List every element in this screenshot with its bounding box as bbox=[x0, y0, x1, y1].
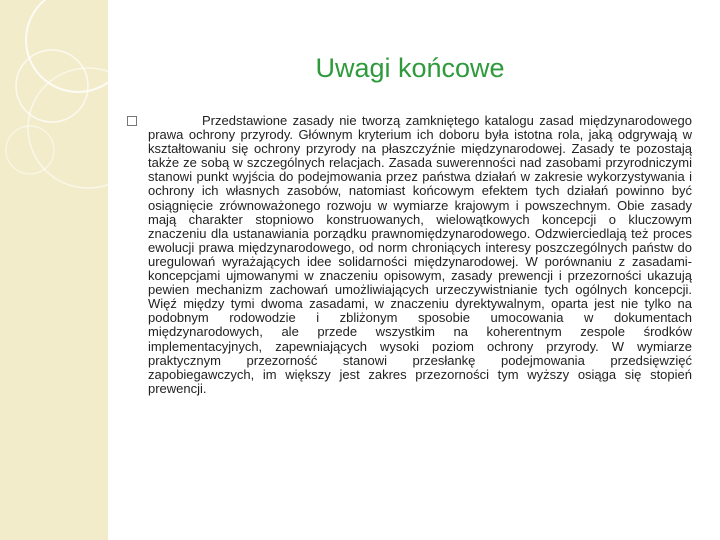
hollow-square-bullet-icon bbox=[127, 116, 137, 126]
slide-body bbox=[148, 114, 692, 396]
body-paragraph: Przedstawione zasady nie tworzą zamkniętego katalogu zasad międzynarodowego prawa ochrony przyrody. Głównym kryterium ich doboru była istotna rola, jaką odgrywają w kształtowaniu się ochrony przyrody na płaszczyźnie międzynarodowej. Zasady te pozostają także ze sobą w szczególnych relacjach. Zasada suwerenności nad zasobami przyrodniczymi stanowi punkt wyjścia do podejmowania przez państwa działań w zakresie wykorzystywania i ochrony ich własnych zasobów, natomiast końcowym efektem tych działań powinno być osiągnięcie zrównoważonego rozwoju w wymiarze krajowym i powszechnym. Obie zasady mają charakter stopniowo konstruowanych, wielowątkowych koncepcji o kluczowym znaczeniu dla ustanawiania porządku prawnomiędzynarodowego. Odzwierciedlają też proces ewolucji prawa międzynarodowego, od norm chroniących interesy poszczególnych państw do uregulowań wyrażających idee solidarności międzynarodowej. W porównaniu z zasadami-koncepcjami ujmowanymi w znaczeniu opisowym, zasady prewencji i przezorności ukazują pewien mechanizm zachowań umożliwiających urzeczywistnianie tych ogólnych koncepcji. Więź między tymi dwoma zasadami, w znaczeniu dyrektywalnym, oparta jest nie tylko na podobnym rodowodzie i zbliżonym sposobie umocowania w dokumentach międzynarodowych, ale przede wszystkim na koherentnym zespole środków implementacyjnych, zapewniających wysoki poziom ochrony przyrody. W wymiarze praktycznym przezorność stanowi przesłankę podejmowania przedsięwzięć zapobiegawczych, im większy jest zakres przezorności tym wyższy osiąga się stopień prewencji. bbox=[148, 113, 692, 396]
slide-title: Uwagi końcowe bbox=[315, 53, 505, 83]
decorative-side-band bbox=[0, 0, 108, 540]
decorative-rings-icon bbox=[0, 0, 108, 540]
